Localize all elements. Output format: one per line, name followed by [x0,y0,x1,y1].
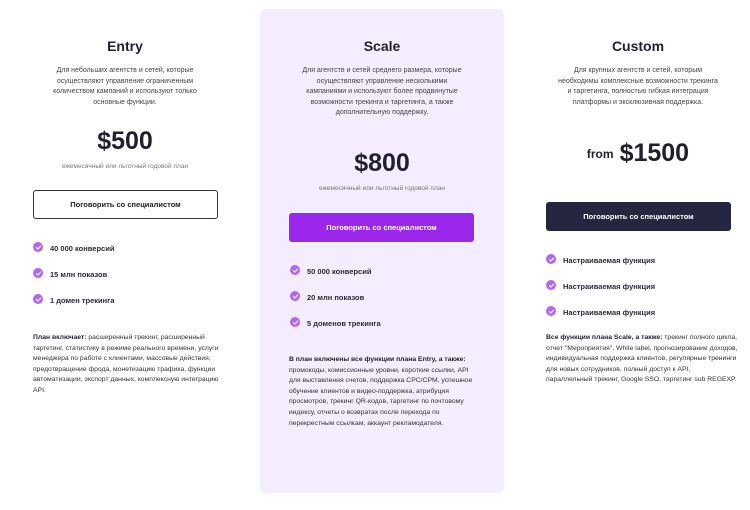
feature-item: Настраиваемая функция [546,256,655,282]
feature-list [546,256,655,334]
check-icon [290,265,300,275]
check-icon [546,306,556,316]
feature-item: 15 млн показов [33,270,114,296]
price-note: ежемесячный или льготный годовой план [62,163,188,170]
feature-item: 50 000 конверсий [290,267,381,293]
check-icon [33,268,43,278]
plan-price: from $1500 [586,139,690,167]
plan-title: Custom [611,38,665,54]
plan-card-custom [538,0,738,510]
price-prefix: from [586,147,614,162]
includes-text: расширенный трекинг, расширенный таргетинг, статистику в режиме реального времени, услуги менеджера по работе с клиентами, массовые действия, предотвращение фрода, монетизацию трафика, функции автоматизации, экспорт данных, комплексную интеграцию API. [33,334,219,394]
feature-list [33,244,114,322]
plan-price: $500 [97,127,153,155]
feature-item: Настраиваемая функция [546,282,655,308]
check-icon [33,242,43,252]
feature-item: 20 млн показов [290,293,381,319]
plan-title: Entry [107,38,143,54]
includes-label: В план включены все функции плана Entry, а также: [289,356,466,363]
plan-includes [289,355,477,429]
price-note: ежемесячный или льготный годовой план [319,185,445,192]
plan-description: Для крупных агентств и сетей, которым необходимы комплексные возможности трекинга и таргетинга, полностью гибкая интеграция платформы и эксклюзивная поддержка. [558,67,718,106]
plan-title: Scale [363,38,401,54]
check-icon [33,294,43,304]
includes-text: трекинг полного цикла, отчет "Мероприятия", White label, прогнозирование доходов, индивидуальная поддержка клиентов, регулярные тренинги для новых сотрудников, полный доступ к API, параллельный трекинг, Google SSO, таргетинг sub REGEXP. [546,334,738,384]
talk-to-specialist-button[interactable]: Поговорить со специалистом [546,202,731,231]
plan-card-entry [25,0,225,510]
feature-item: 1 домен трекинга [33,296,114,322]
feature-item: 40 000 конверсий [33,244,114,270]
check-icon [290,291,300,301]
includes-label: Все функции плана Scale, а также: [546,334,663,341]
check-icon [546,280,556,290]
includes-text: промокоды, комиссионные уровни, короткие ссылки, API для выставления счетов, поддержка CPC/CPM, успешное обучение клиентов и видео-поддержка, атрибуция просмотров, трекинг QR-кодов, таргетинг по почтовому индексу, отчеты о возвратах после перехода по перекрестным ссылкам, аккаунт рекламодателя. [289,366,473,427]
feature-item: 5 доменов трекинга [290,319,381,345]
plan-includes [546,333,738,386]
check-icon [290,317,300,327]
talk-to-specialist-button[interactable]: Поговорить со специалистом [33,190,218,219]
feature-item: Настраиваемая функция [546,308,655,334]
plan-card-scale [260,9,504,493]
plan-description: Для агентств и сетей среднего размера, которые осуществляют управление несколькими кампаниями и используют более продвинутые возможности трекинга и таргетинга, а также дополнительную поддержку. [302,67,462,116]
feature-list [290,267,381,345]
plan-price: $800 [354,149,410,177]
plan-includes [33,333,223,397]
check-icon [546,254,556,264]
talk-to-specialist-button[interactable]: Поговорить со специалистом [289,213,474,242]
plan-description: Для небольших агентств и сетей, которые осуществляют управление ограниченным количеством кампаний и используют только основные функции. [53,67,197,106]
includes-label: План включает: [33,334,87,341]
